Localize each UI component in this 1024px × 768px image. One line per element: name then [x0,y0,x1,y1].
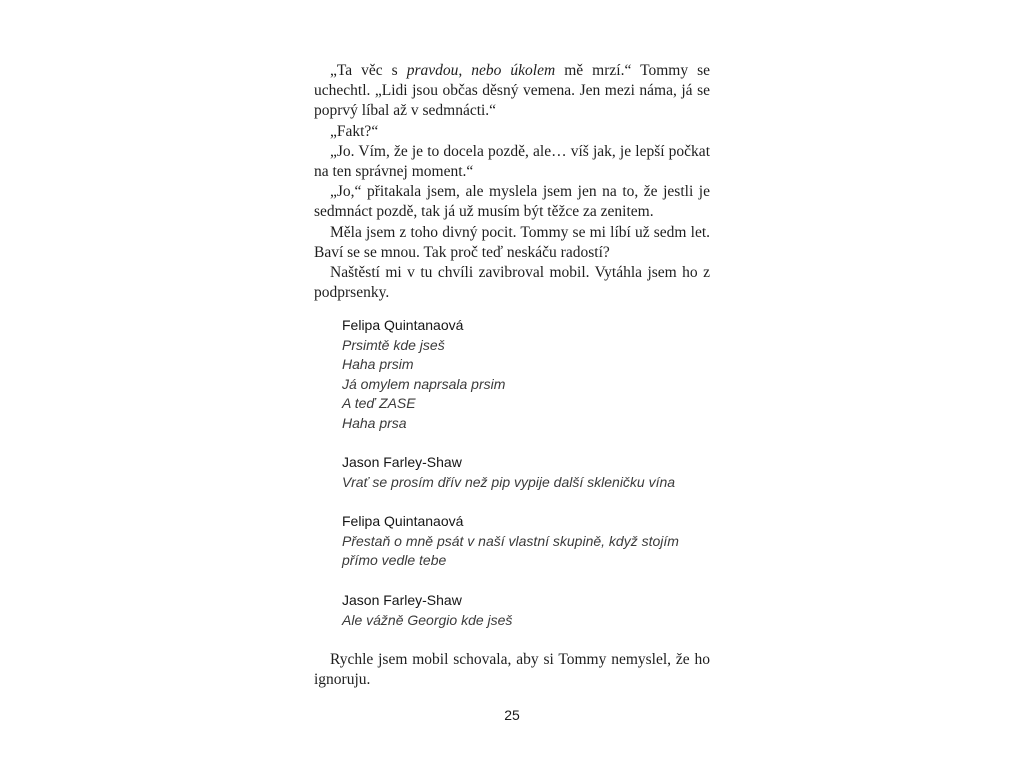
italic-phrase: pravdou, nebo úkolem [406,62,556,79]
chat-sender: Jason Farley-Shaw [342,454,462,470]
chat-message [342,453,687,492]
chat-message [342,512,687,571]
chat-sender: Felipa Quintanaová [342,317,464,333]
chat-line: Přestaň o mně psát v naší vlastní skupině, když stojím [342,532,679,549]
paragraph: Měla jsem z toho divný pocit. Tommy se mi líbí už sedm let. Baví se se mnou. Tak proč teď neskáču radostí? [314,223,710,261]
paragraph: Rychle jsem mobil schovala, aby si Tommy nemyslel, že ho ignoruju. [314,651,710,689]
chat-line: přímo vedle tebe [342,552,447,569]
chat-line: Ale vážně Georgio kde jseš [342,611,513,628]
chat-line: Haha prsa [342,414,407,431]
chat-line: Vrať se prosím dřív než pip vypije další skleničku vína [342,473,676,490]
chat-sender: Felipa Quintanaová [342,513,464,529]
chat-sender: Jason Farley-Shaw [342,592,462,608]
chat-line: A teď ZASE [342,395,416,412]
prose-block-bottom [314,650,710,690]
paragraph: „Fakt?“ [330,122,379,140]
paragraph-text: „Ta věc s [330,62,407,79]
prose-block-top [314,61,710,303]
paragraph-text: mě mrzí.“ Tommy se uchechtl. „Lidi jsou občas děsný vemena. Jen mezi náma, já se poprvý líbal až v sedmnácti.“ [314,62,710,120]
chat-line: Prsimtě kde jseš [342,336,445,353]
chat-message [342,316,687,434]
page-number: 25 [504,707,520,723]
paragraph: „Jo,“ přitakala jsem, ale myslela jsem jen na to, že jestli je sedmnáct pozdě, tak já už musím být těžce za zenitem. [314,183,710,221]
chat-message [342,591,687,630]
paragraph: „Jo. Vím, že je to docela pozdě, ale… víš jak, je lepší počkat na ten správnej moment.“ [314,142,710,181]
chat-line: Haha prsim [342,356,414,373]
paragraph: Naštěstí mi v tu chvíli zavibroval mobil. Vytáhla jsem ho z podprsenky. [314,264,710,302]
paragraph [314,61,710,122]
chat-line: Já omylem naprsala prsim [342,375,506,392]
